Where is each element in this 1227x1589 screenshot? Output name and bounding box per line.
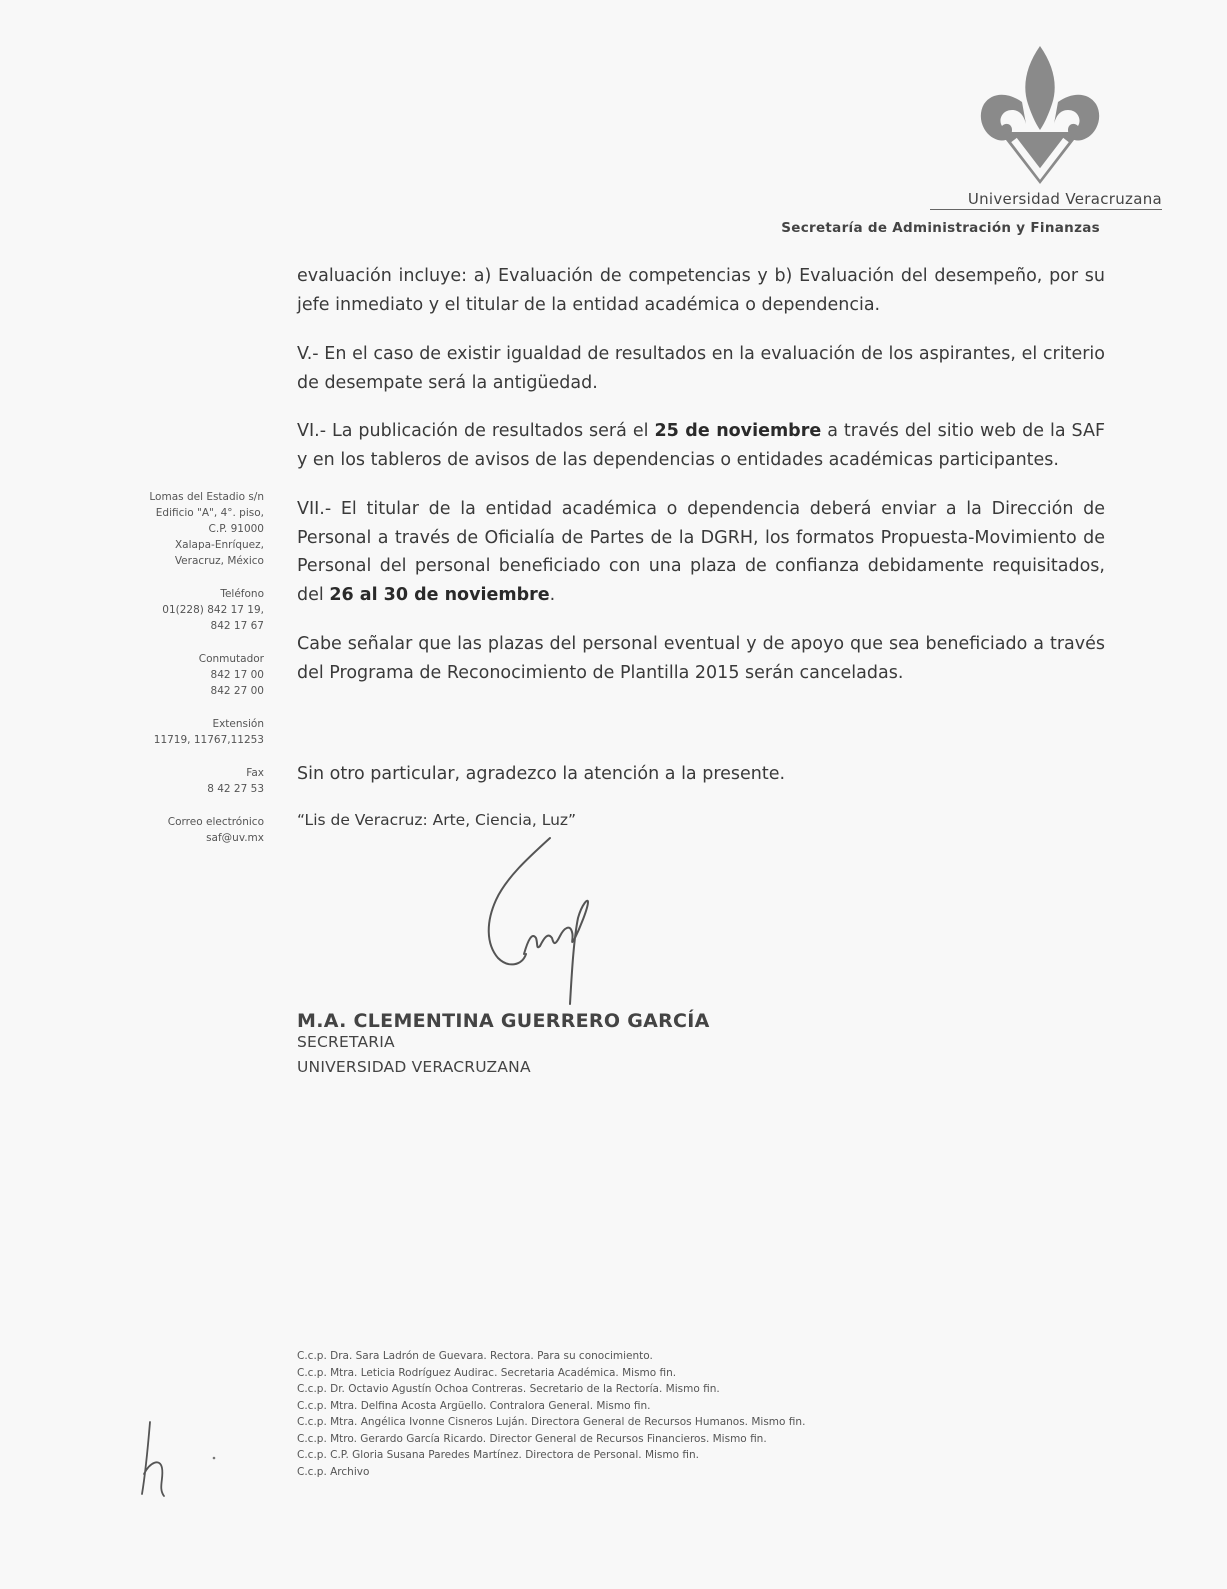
phone-value: 01(228) 842 17 19,: [162, 604, 264, 616]
fax-label: Fax: [246, 767, 264, 779]
ccp-line: C.c.p. Dr. Octavio Agustín Ochoa Contreras. Secretario de la Rectoría. Mismo fin.: [297, 1383, 720, 1395]
ccp-line: C.c.p. Mtra. Angélica Ivonne Cisneros Luján. Directora General de Recursos Humanos. Mismo fin.: [297, 1416, 806, 1428]
university-logo: [978, 44, 1102, 186]
text-run: .: [549, 584, 556, 605]
address-line: Edificio "A", 4°. piso,: [155, 507, 264, 519]
handwritten-initial: [128, 1418, 228, 1500]
switchboard-value: 842 17 00: [210, 669, 264, 681]
department-name: Secretaría de Administración y Finanzas: [781, 220, 1100, 236]
signatory-name: M.A. CLEMENTINA GUERRERO GARCÍA: [297, 1010, 710, 1032]
ccp-line: C.c.p. Mtra. Delfina Acosta Argüello. Contralora General. Mismo fin.: [297, 1399, 651, 1412]
signatory-title: SECRETARIA: [297, 1033, 395, 1051]
paragraph-vii: [297, 495, 1105, 609]
ccp-line: C.c.p. Dra. Sara Ladrón de Guevara. Rectora. Para su conocimiento.: [297, 1350, 653, 1362]
text-run: VI.- La publicación de resultados será el: [297, 421, 655, 441]
ccp-line: C.c.p. Archivo: [297, 1465, 370, 1478]
fax-block: [120, 765, 264, 797]
handwritten-signature: [478, 828, 608, 1008]
switchboard-label: Conmutador: [198, 653, 264, 665]
ccp-line: C.c.p. C.P. Gloria Susana Paredes Martínez. Directora de Personal. Mismo fin.: [297, 1449, 699, 1461]
phone-label: Teléfono: [220, 588, 264, 600]
email-value: saf@uv.mx: [206, 832, 264, 844]
university-name: Universidad Veracruzana: [930, 190, 1162, 210]
address-line: Lomas del Estadio s/n: [149, 491, 264, 503]
paragraph-evaluation: evaluación incluye: a) Evaluación de competencias y b) Evaluación del desempeño, por su jefe inmediato y el titular de la entidad académica o dependencia.: [297, 266, 1105, 315]
fax-value: 8 42 27 53: [207, 783, 264, 795]
switchboard-block: [120, 651, 264, 699]
extension-label: Extensión: [212, 718, 264, 730]
closing-line: Sin otro particular, agradezco la atención a la presente.: [297, 764, 786, 784]
address-line: Veracruz, México: [174, 555, 264, 567]
contact-sidebar: [120, 489, 264, 863]
email-block: [120, 814, 264, 846]
address-line: C.P. 91000: [208, 523, 264, 535]
text-run: VII.- El titular de la entidad académica o dependencia deberá enviar a la Dirección de Personal a través de Oficialía de Partes de la DGRH, los formatos Propuesta-Movimiento de Personal del personal beneficiado con una plaza de confianza debidamente requisitados, del: [297, 499, 1105, 605]
address-line: Xalapa-Enríquez,: [174, 539, 264, 551]
signatory-institution: UNIVERSIDAD VERACRUZANA: [297, 1058, 531, 1076]
ccp-line: C.c.p. Mtra. Leticia Rodríguez Audirac. Secretaria Académica. Mismo fin.: [297, 1366, 677, 1379]
paragraph-v: V.- En el caso de existir igualdad de resultados en la evaluación de los aspirantes, el criterio de desempate será la antigüedad.: [297, 344, 1105, 393]
text-run: a través del sitio web de la SAF y en los tableros de avisos de las dependencias o entidades académicas participantes.: [297, 421, 1106, 470]
paragraph-vi: [297, 417, 1105, 474]
date-highlight: 25 de noviembre: [654, 421, 822, 441]
email-label: Correo electrónico: [167, 816, 264, 828]
extension-value: 11719, 11767,11253: [153, 734, 264, 746]
phone-block: [120, 586, 264, 634]
extension-block: [120, 716, 264, 748]
date-highlight: 26 al 30 de noviembre: [329, 584, 550, 605]
ccp-line: C.c.p. Mtro. Gerardo García Ricardo. Director General de Recursos Financieros. Mismo fin.: [297, 1432, 767, 1445]
carbon-copy-list: [297, 1348, 917, 1480]
phone-value: 842 17 67: [210, 620, 264, 632]
paragraph-cancellation: Cabe señalar que las plazas del personal eventual y de apoyo que sea beneficiado a través del Programa de Reconocimiento de Plantilla 2015 serán canceladas.: [297, 634, 1105, 683]
motto: “Lis de Veracruz: Arte, Ciencia, Luz”: [297, 811, 577, 829]
switchboard-value: 842 27 00: [210, 685, 264, 697]
address-block: [120, 489, 264, 569]
